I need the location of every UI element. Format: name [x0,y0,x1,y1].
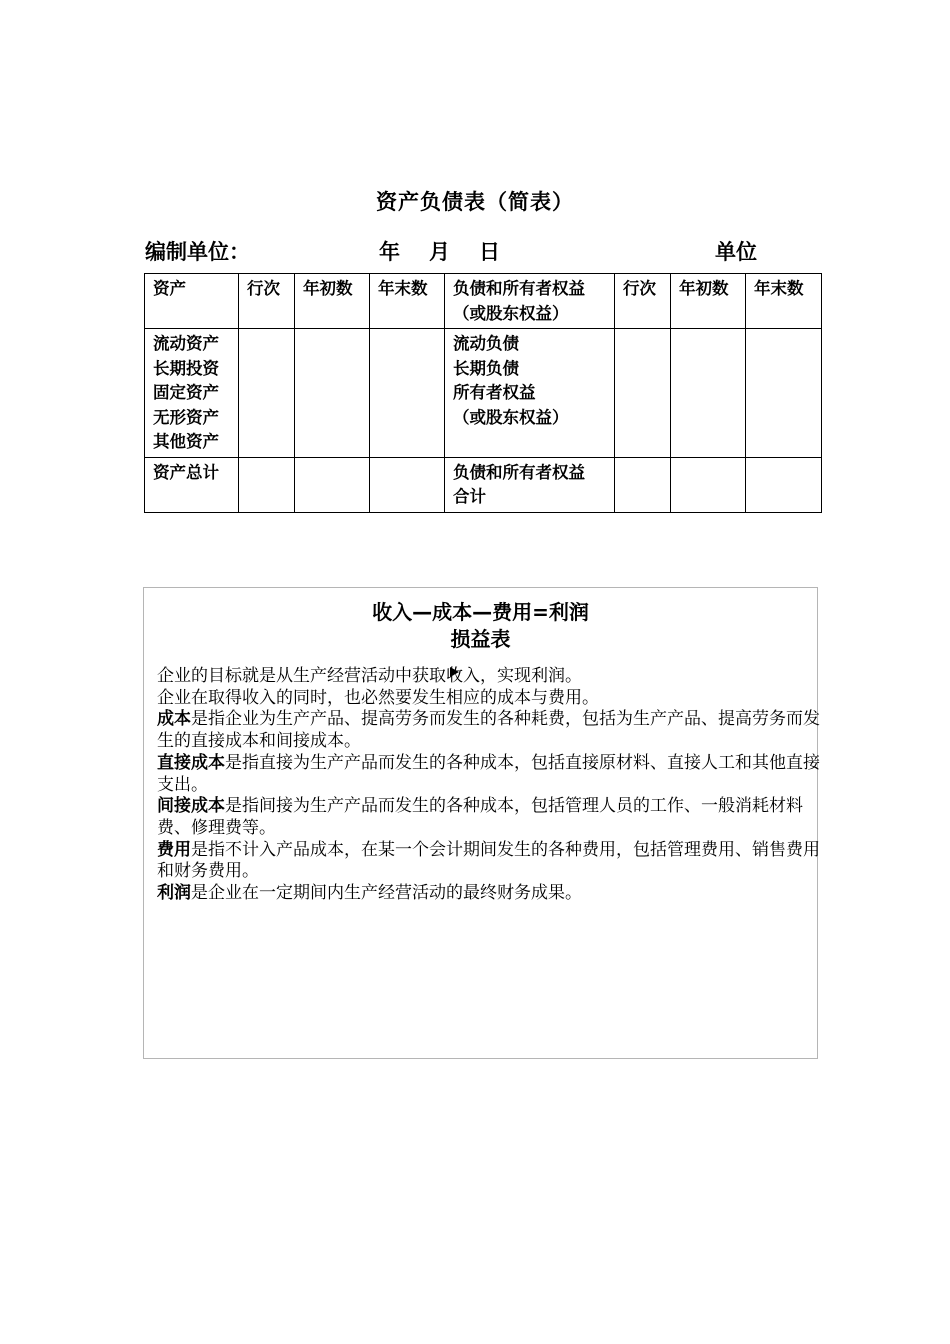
header-row-no: 行次 [239,274,295,329]
asset-item: 流动资产 [153,334,219,353]
header-begin: 年初数 [295,274,370,329]
paragraph-expense [157,840,822,883]
header-liabilities: 负债和所有者权益 （或股东权益） [445,274,615,329]
paragraph-profit [157,883,822,905]
cost-definition: 是指企业为生产产品、提高劳务而发生的各种耗费，包括为生产产品、提高劳务而发生的直接成本和间接成本。 [157,709,820,752]
profit-term: 利润 [157,883,191,904]
balance-sheet-title: 资产负债表（简表） [376,190,574,214]
income-statement-textbox [143,587,818,1059]
empty-cell [295,457,370,512]
total-liabilities-cell: 负债和所有者权益 合计 [445,457,615,512]
profit-definition: 是企业在一定期间内生产经营活动的最终财务成果。 [191,883,582,904]
empty-cell [615,329,671,458]
empty-cell [295,329,370,458]
income-statement-title: 损益表 [450,627,511,651]
indirect-cost-term: 间接成本 [157,796,225,817]
header-end-2: 年末数 [746,274,822,329]
liability-item: 所有者权益 [453,383,536,402]
cost-term: 成本 [157,709,191,730]
paragraph-cost [157,709,822,752]
asset-item: 无形资产 [153,407,219,427]
compiling-unit-label: 编制单位： [145,240,250,264]
empty-cell [615,457,671,512]
income-formula-title: 收入—成本—费用=利润 [372,600,589,624]
asset-item: 固定资产 [153,383,219,402]
header-row-no-2: 行次 [615,274,671,329]
paragraph-revenue: 企业在取得收入的同时，也必然要发生相应的成本与费用。 [157,687,599,708]
asset-item: 其他资产 [153,432,219,451]
empty-cell [239,457,295,512]
paragraph-indirect-cost [157,796,822,839]
month-label: 月 [429,240,450,264]
header-assets: 资产 [145,274,239,329]
empty-cell [239,329,295,458]
empty-cell [746,457,822,512]
income-explanation [157,666,822,905]
paragraph-goal: 企业的目标就是从生产经营活动中获取收入，实现利润。 [157,666,582,686]
liability-item: 长期负债 [453,358,519,378]
expense-definition: 是指不计入产品成本，在某一个会计期间发生的各种费用，包括管理费用、销售费用和财务费用。 [157,839,820,882]
paragraph-direct-cost [157,753,822,796]
balance-sheet-table [144,273,822,513]
header-begin-2: 年初数 [671,274,746,329]
day-label: 日 [479,240,500,264]
total-assets-cell: 资产总计 [145,457,239,512]
empty-cell [370,329,445,458]
liability-item: 流动负债 [453,334,519,353]
table-total-row [145,457,822,512]
year-label: 年 [379,240,400,264]
empty-cell [671,329,746,458]
unit-label: 单位 [715,240,757,264]
liability-items-cell [445,329,615,458]
direct-cost-term: 直接成本 [157,752,225,773]
table-header-row [145,274,822,329]
header-end: 年末数 [370,274,445,329]
liability-item: （或股东权益） [453,407,569,427]
expense-term: 费用 [157,839,191,860]
empty-cell [671,457,746,512]
indirect-cost-definition: 是指间接为生产产品而发生的各种成本，包括管理人员的工作、一般消耗材料费、修理费等。 [157,796,803,838]
table-row [145,329,822,458]
empty-cell [746,329,822,458]
asset-items-cell [145,329,239,458]
direct-cost-definition: 是指直接为生产产品而发生的各种成本，包括直接原材料、直接人工和其他直接支出。 [157,752,820,795]
balance-sheet-header [145,236,825,266]
asset-item: 长期投资 [153,358,219,378]
empty-cell [370,457,445,512]
